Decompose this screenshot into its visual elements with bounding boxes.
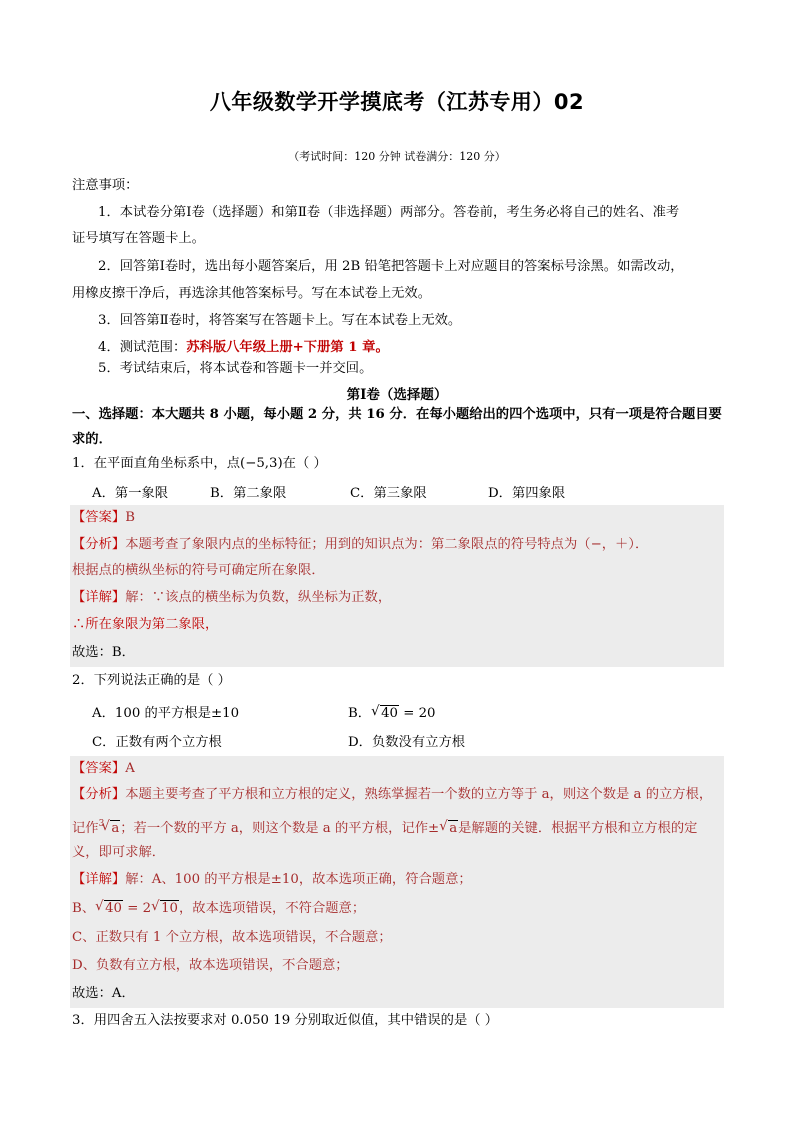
notice-item: 5．考试结束后，将本试卷和答题卡一并交回。: [98, 361, 373, 376]
section-intro: 一、选择题：本大题共 8 小题，每小题 2 分，共 16 分．在每小题给出的四个选项中，只有一项是符合题目要: [72, 407, 722, 422]
conclusion: 故选：A．: [72, 986, 135, 1001]
analysis-line: 义，即可求解．: [72, 845, 166, 860]
analysis-line: 根据点的横纵坐标的符号可确定所在象限．: [72, 563, 325, 578]
detail-line: D、负数有立方根，故本选项错误，不合题意；: [72, 958, 349, 973]
notice-item: 用橡皮擦干净后，再选涂其他答案标号。写在本试卷上无效。: [72, 286, 432, 301]
analysis-tag: 【分析】: [72, 787, 126, 802]
notice-item: 证号填写在答题卡上。: [72, 231, 205, 246]
answer-value: A: [125, 761, 135, 776]
option-a: A．100 的平方根是±10: [92, 706, 240, 721]
sqrt-expression: √ a: [439, 819, 458, 839]
sqrt-expression: √ 10: [151, 899, 179, 919]
option-d: D．第四象限: [488, 486, 566, 501]
question-stem: 2．下列说法正确的是（ ）: [72, 673, 231, 688]
answer-value: B: [125, 510, 135, 525]
detail-line: 【详解】解：∵该点的横坐标为负数，纵坐标为正数，: [72, 590, 392, 605]
notice-item: 1．本试卷分第Ⅰ卷（选择题）和第Ⅱ卷（非选择题）两部分。答卷前，考生务必将自己的姓名、准考: [98, 205, 680, 220]
solution-block: [70, 505, 724, 667]
cube-root-expression: √ a: [101, 819, 120, 839]
detail-line: B、√ 40 = 2√ 10，故本选项错误，不符合题意；: [72, 899, 365, 919]
scope-value: 苏科版八年级上册+下册第 1 章。: [186, 340, 389, 355]
analysis-tag: 【分析】: [72, 537, 126, 552]
conclusion: 故选：B．: [72, 645, 135, 660]
notice-item-scope: [98, 338, 389, 358]
detail-tag: 【详解】: [72, 872, 126, 887]
option-a: A．第一象限: [92, 486, 169, 501]
option-b: B．√ 40 = 20: [348, 702, 436, 721]
sqrt-expression: √ 40: [95, 899, 123, 919]
sqrt-expression: √ 40: [371, 706, 399, 721]
scope-label: 4．测试范围：: [98, 340, 187, 355]
question-stem: 1．在平面直角坐标系中，点(−5,3)在（ ）: [72, 456, 327, 471]
detail-line: ∴所在象限为第二象限，: [72, 617, 219, 632]
answer-tag: 【答案】: [72, 761, 126, 776]
notice-heading: 注意事项：: [72, 178, 139, 193]
analysis-line: 记作$^3$√ a；若一个数的平方 a，则这个数是 a 的平方根，记作±√ a是解题的关键．根据平方根和立方根的定: [72, 814, 697, 839]
detail-line: C、正数只有 1 个立方根，故本选项错误，不合题意；: [72, 930, 392, 945]
section-intro: 求的．: [72, 432, 112, 447]
section-title: 第Ⅰ卷（选择题）: [346, 387, 448, 403]
page-title: 八年级数学开学摸底考（江苏专用）02: [209, 90, 585, 114]
answer-line: [72, 508, 135, 528]
notice-item: 3．回答第Ⅱ卷时，将答案写在答题卡上。写在本试卷上无效。: [98, 313, 462, 328]
question-stem: 3．用四舍五入法按要求对 0.050 19 分别取近似值，其中错误的是（ ）: [72, 1013, 499, 1028]
option-b: B．第二象限: [210, 486, 287, 501]
answer-tag: 【答案】: [72, 510, 126, 525]
answer-line: [72, 759, 135, 779]
detail-line: 【详解】解：A、100 的平方根是±10，故本选项正确，符合题意；: [72, 872, 472, 887]
analysis-line: 【分析】本题主要考查了平方根和立方根的定义，熟练掌握若一个数的立方等于 a，则这个数是 a 的立方根，: [72, 787, 713, 802]
option-d: D．负数没有立方根: [348, 735, 466, 750]
analysis-line: 【分析】本题考查了象限内点的坐标特征；用到的知识点为：第二象限点的符号特点为（−，＋）．: [72, 537, 649, 552]
option-c: C．第三象限: [350, 486, 427, 501]
exam-info: （考试时间：120 分钟 试卷满分：120 分）: [288, 150, 506, 163]
option-c: C．正数有两个立方根: [92, 735, 222, 750]
notice-item: 2．回答第Ⅰ卷时，选出每小题答案后，用 2B 铅笔把答题卡上对应题目的答案标号涂黑。如需改动，: [98, 259, 684, 274]
detail-tag: 【详解】: [72, 590, 126, 605]
